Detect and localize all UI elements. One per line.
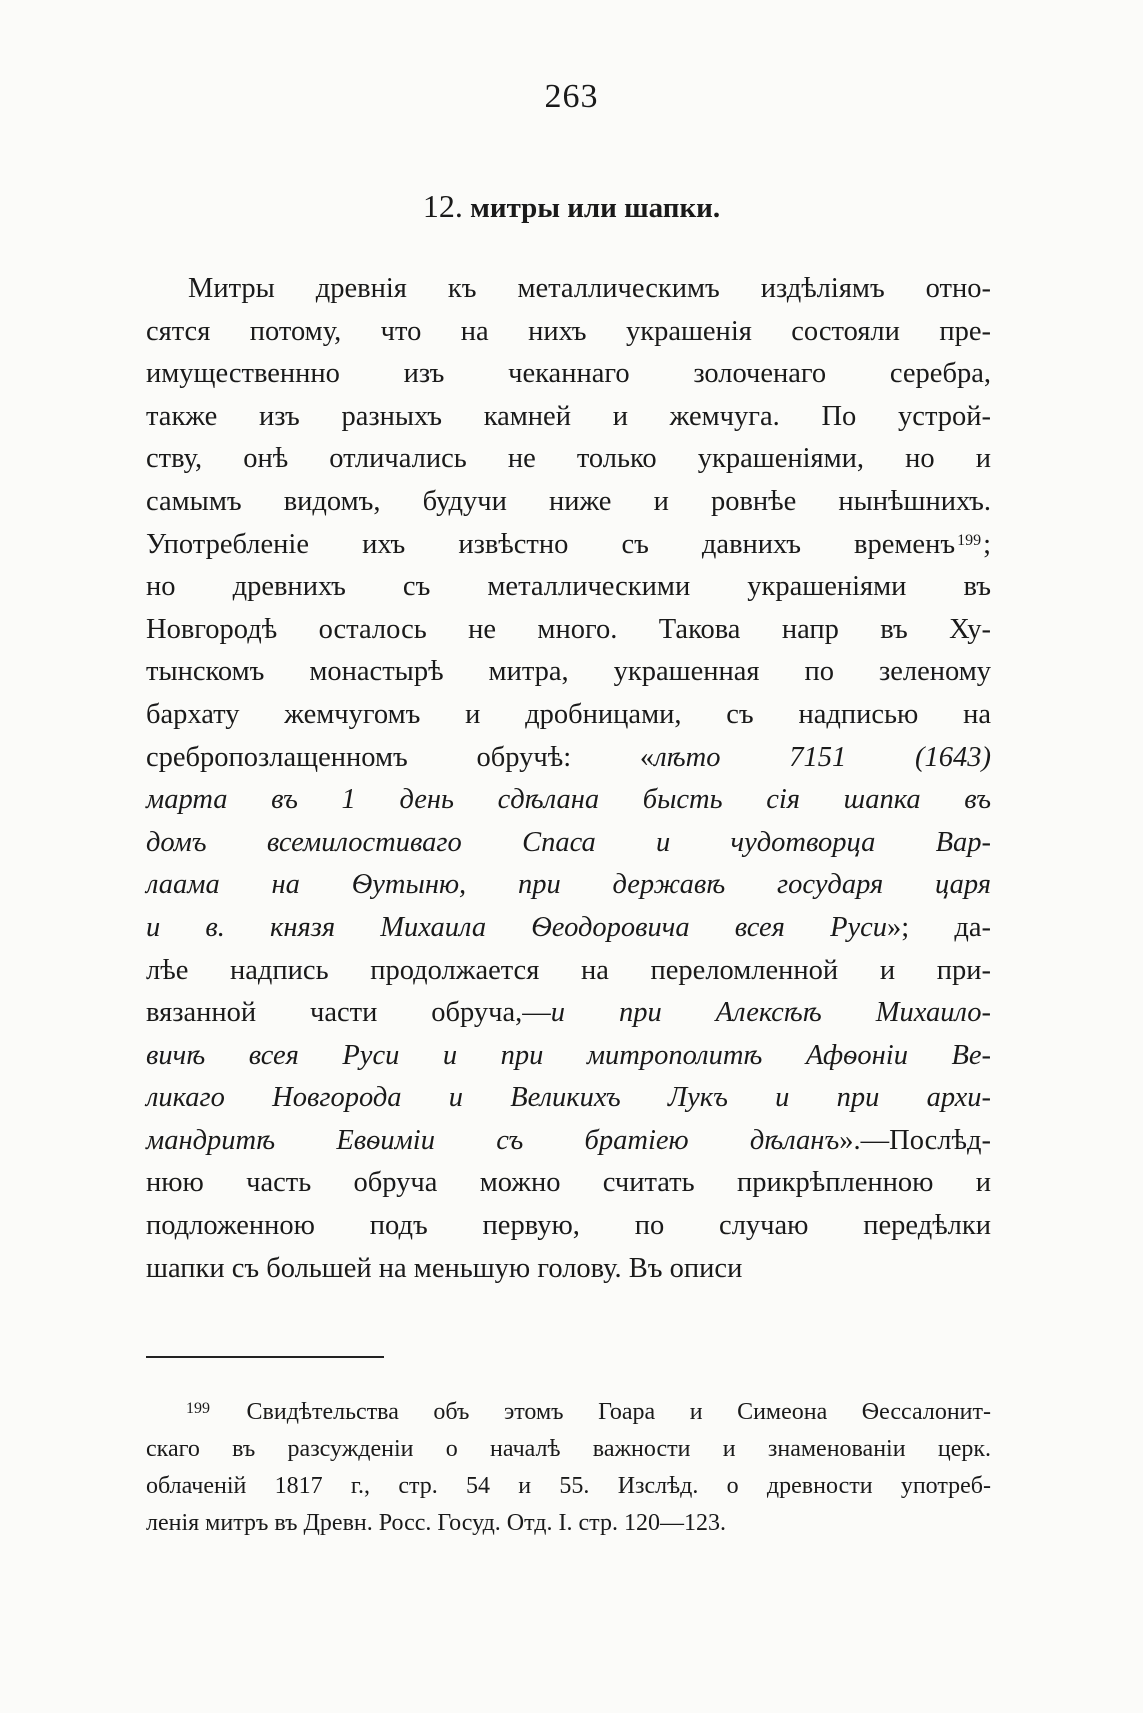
footnote-line: скаго въ разсужденіи о началѣ важности и знаменованіи церк. bbox=[146, 1436, 991, 1462]
footnote-line: облаченій 1817 г., стр. 54 и 55. Изслѣд. о древности употреб- bbox=[146, 1473, 991, 1499]
text-line: лѣе надпись продолжается на переломленной и при- bbox=[146, 954, 991, 986]
page-number: 263 bbox=[544, 78, 599, 115]
text-line: нюю часть обруча можно считать прикрѣпленною и bbox=[146, 1167, 991, 1199]
inscription-line: домъ всемилостиваго Спаса и чудотворца Вар- bbox=[146, 826, 991, 858]
text-line: шапки съ большей на меньшую голову. Въ описи bbox=[146, 1252, 743, 1284]
text-line: но древнихъ съ металлическими украшеніями въ bbox=[146, 571, 991, 603]
section-number: 12. bbox=[422, 188, 463, 224]
text-line: ству, онѣ отличались не только украшеніями, но и bbox=[146, 443, 991, 475]
text-line: Митры древнія къ металлическимъ издѣліямъ отно- bbox=[188, 273, 991, 304]
footnote-divider bbox=[146, 1356, 384, 1358]
inscription-italic: мандритѣ Евѳиміи съ братіею дѣланъ bbox=[146, 1124, 840, 1156]
footnote-marker: 199 bbox=[186, 1400, 210, 1417]
footnote-line bbox=[146, 1394, 991, 1431]
text-segment: Свидѣтельства объ этомъ Гоара и Симеона Ѳессалонит- bbox=[246, 1399, 991, 1425]
text-line: сятся потому, что на нихъ украшенія состояли пре- bbox=[146, 315, 991, 347]
section-heading bbox=[0, 188, 1143, 225]
text-line: Новгородѣ осталось не много. Такова напр въ Ху- bbox=[146, 613, 991, 645]
text-segment: сребропозлащенномъ обручѣ: « bbox=[146, 741, 655, 773]
inscription-line: ликаго Новгорода и Великихъ Лукъ и при архи- bbox=[146, 1082, 991, 1114]
punctuation: ; bbox=[983, 528, 991, 560]
text-line-mixed bbox=[146, 992, 991, 1035]
footnote bbox=[146, 1394, 991, 1542]
inscription-line: марта въ 1 день сдѣлана бысть сія шапка въ bbox=[146, 784, 991, 816]
text-line: тынскомъ монастырѣ митра, украшенная по зеленому bbox=[146, 656, 991, 688]
text-line: бархату жемчугомъ и дробницами, съ надписью на bbox=[146, 698, 991, 730]
text-line: подложенною подъ первую, по случаю передѣлки bbox=[146, 1210, 991, 1242]
text-line: также изъ разныхъ камней и жемчуга. По устрой- bbox=[146, 400, 991, 432]
inscription-italic: лѣто 7151 (1643) bbox=[654, 741, 991, 773]
text-line-with-footnote bbox=[146, 524, 991, 567]
footnote-reference: 199 bbox=[957, 531, 982, 549]
body-text bbox=[146, 268, 991, 1290]
text-line-mixed bbox=[146, 737, 991, 780]
text-segment: ».—Послѣд- bbox=[839, 1124, 991, 1156]
inscription-italic: и в. князя Михаила Ѳеодоровича всея Руси bbox=[146, 911, 888, 943]
inscription-line: лаама на Ѳутыню, при державѣ государя царя bbox=[146, 869, 991, 901]
footnote-line: ленія митръ въ Древн. Росс. Госуд. Отд. I. стр. 120—123. bbox=[146, 1510, 726, 1536]
text-line-mixed bbox=[146, 1120, 991, 1163]
text-segment: Употребленіе ихъ извѣстно съ давнихъ временъ bbox=[146, 528, 956, 560]
text-line: самымъ видомъ, будучи ниже и ровнѣе нынѣшнихъ. bbox=[146, 485, 991, 517]
text-segment: вязанной части обруча,— bbox=[146, 997, 551, 1029]
text-segment: »; да- bbox=[887, 911, 991, 943]
inscription-italic: и при Алексѣѣ Михаило- bbox=[550, 997, 991, 1029]
section-title: митры или шапки. bbox=[470, 192, 721, 224]
text-line: имущественнно изъ чеканнаго золоченаго серебра, bbox=[146, 358, 991, 390]
inscription-line: вичѣ всея Руси и при митрополитѣ Афѳоніи Ве- bbox=[146, 1039, 991, 1071]
text-line-mixed bbox=[146, 907, 991, 950]
